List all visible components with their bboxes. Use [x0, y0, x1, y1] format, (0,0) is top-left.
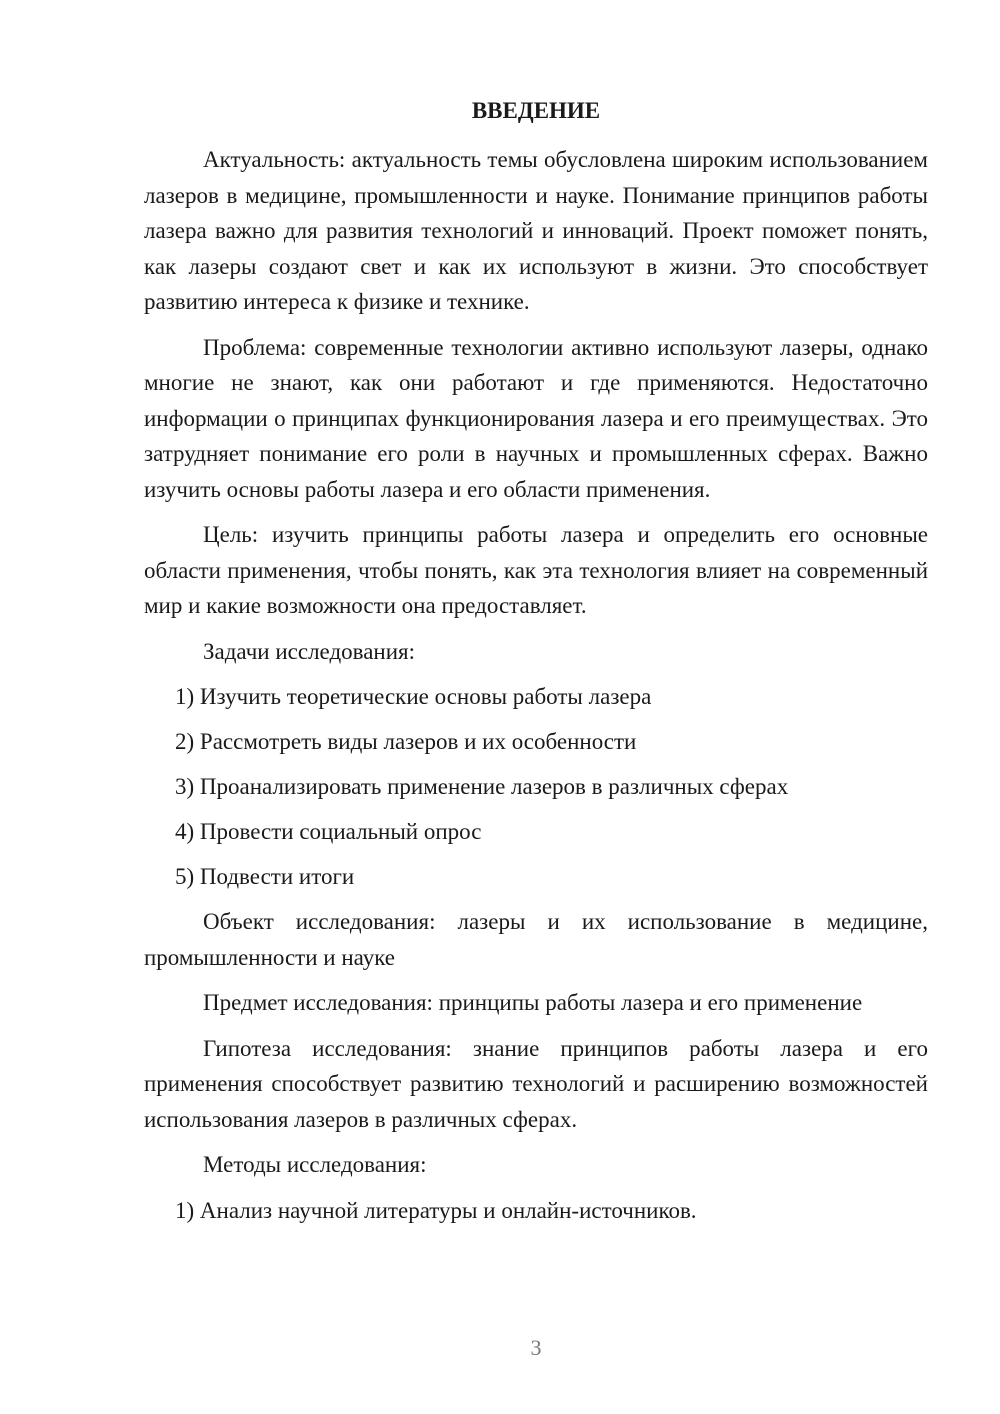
method-item: 1) Анализ научной литературы и онлайн-источников.: [175, 1197, 697, 1223]
task-item: 5) Подвести итоги: [175, 864, 355, 889]
task-item: 4) Провести социальный опрос: [175, 819, 482, 844]
document-body: [144, 142, 928, 1238]
paragraph-problem: Проблема: современные технологии активно используют лазеры, однако многие не знают, как они работают и где применяются. Недостаточно информации о принципах функционирования лазера и его преимуществах. Это затрудняет понимание его роли в научных и промышленных сферах. Важно изучить основы работы лазера и его области применения.: [144, 334, 928, 502]
paragraph-goal: Цель: изучить принципы работы лазера и определить его основные области применения, чтобы понять, как эта технология влияет на современный мир и какие возможности она предоставляет.: [144, 522, 928, 618]
paragraph-relevance: Актуальность: актуальность темы обусловлена широким использованием лазеров в медицине, промышленности и науке. Понимание принципов работы лазера важно для развития технологий и инноваций. Проект поможет понять, как лазеры создают свет и как их используют в жизни. Это способствует развитию интереса к физике и технике.: [144, 147, 928, 314]
methods-title: Методы исследования:: [203, 1152, 427, 1177]
paragraph-hypothesis: Гипотеза исследования: знание принципов работы лазера и его применения способствует развитию технологий и расширению возможностей использования лазеров в различных сферах.: [144, 1035, 928, 1132]
task-item: 3) Проанализировать применение лазеров в различных сферах: [175, 774, 789, 799]
tasks-title: Задачи исследования:: [203, 638, 416, 664]
paragraph-object: Объект исследования: лазеры и их использование в медицине, промышленности и науке: [144, 909, 928, 970]
task-item: 1) Изучить теоретические основы работы лазера: [175, 684, 652, 709]
page-number: 3: [530, 1335, 542, 1360]
document-heading: ВВЕДЕНИЕ: [471, 98, 601, 123]
paragraph-subject: Предмет исследования: принципы работы лазера и его применение: [203, 990, 863, 1015]
task-item: 2) Рассмотреть виды лазеров и их особенности: [175, 729, 637, 754]
